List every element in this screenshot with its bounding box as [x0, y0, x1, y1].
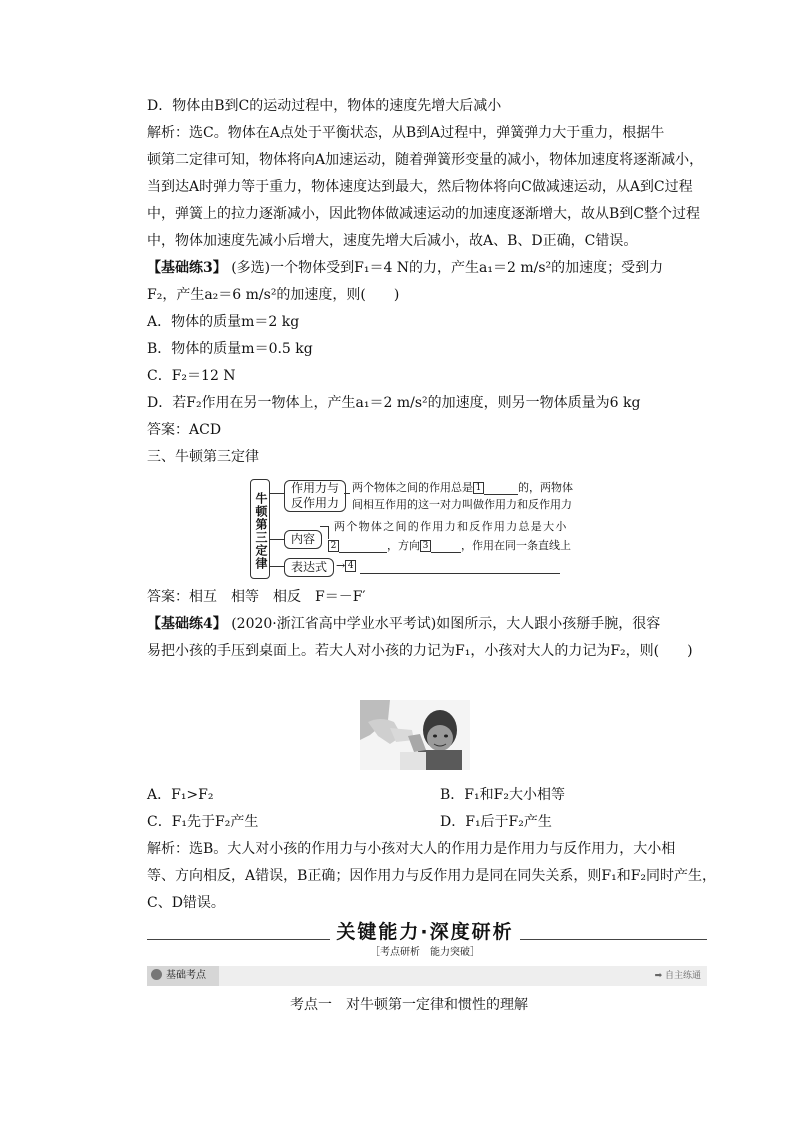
blank-4-number: 4 [345, 560, 356, 572]
arm-wrestling-illustration [360, 700, 470, 770]
diagram-arrow: → [336, 559, 346, 572]
diagram-box1-text1a: 两个物体之间的作用总是 [352, 481, 473, 494]
exercise-4-line1: (2020·浙江省高中学业水平考试)如图所示，大人跟小孩掰手腕，很容 [231, 616, 661, 632]
newton-third-law-diagram [250, 479, 580, 579]
diagram-box1-text2: 间相互作用的这一对力叫做作用力和反作用力 [352, 498, 572, 511]
self-practice-label: ➡ 自主练通 [654, 971, 701, 981]
topic-1-title: 考点一 对牛顿第一定律和惯性的理解 [290, 997, 528, 1013]
option-d-previous: D．物体由B到C的运动过程中，物体的速度先增大后减小 [147, 98, 502, 114]
blank-2-number: 2 [328, 540, 339, 552]
basic-topic-tag [147, 966, 219, 986]
analysis-1-line: 顿第二定律可知，物体将向A加速运动，随着弹簧形变量的减小，物体加速度将逐渐减小， [147, 152, 704, 168]
basic-topic-label: 基础考点 [166, 970, 206, 981]
exercise-4-analysis-line: 解析：选B。大人对小孩的作用力与小孩对大人的作用力是作用力与反作用力，大小相 [147, 841, 676, 857]
diagram-box2-end: ，作用在同一条直线上 [461, 539, 571, 552]
arm-wrestling-photo [360, 700, 470, 770]
blank-1-number: 1 [473, 482, 484, 494]
analysis-1-line: 中，弹簧上的拉力逐渐减小，因此物体做减速运动的加速度逐渐增大，故从B到C整个过程 [147, 206, 700, 222]
exercise-3-tag: 【基础练3】 [147, 260, 227, 276]
diagram-box3-text [336, 559, 356, 572]
diagram-box2-mid: ，方向 [387, 539, 420, 552]
diagram-vertical-title: 牛顿第三定律 [250, 479, 270, 579]
analysis-1-line: 解析：选C。物体在A点处于平衡状态，从B到A过程中，弹簧弹力大于重力，根据牛 [147, 125, 665, 141]
exercise-4-analysis-line: 等、方向相反，A错误，B正确；因作用力与反作用力是同在同失关系，则F₁和F₂同时产生， [147, 868, 717, 884]
diagram-box1-line1: 作用力与 [290, 481, 339, 495]
banner-title: 关键能力·深度研析 [330, 917, 520, 944]
basic-topic-bar [147, 966, 707, 986]
banner-subtitle: ［考点研析 能力突破］ [370, 947, 480, 958]
exercise-3-line2: F₂，产生a₂＝6 m/s²的加速度，则( ) [147, 287, 400, 303]
section-3-title: 三、牛顿第三定律 [147, 449, 259, 465]
exercise-4-option-a: A．F₁>F₂ [147, 787, 214, 803]
exercise-3-option-c: C．F₂＝12 N [147, 368, 236, 384]
diagram-box2-text2 [328, 537, 571, 553]
exercise-4-tag: 【基础练4】 [147, 616, 227, 632]
section-banner [147, 917, 707, 958]
exercise-4-line2: 易把小孩的手压到桌面上。若大人对小孩的力记为F₁，小孩对大人的力记为F₂，则( ) [147, 643, 693, 659]
analysis-1-line: 中，物体加速度先减小后增大，速度先增大后减小，故A、B、D正确，C错误。 [147, 233, 638, 249]
exercise-4-option-d: D．F₁后于F₂产生 [440, 814, 552, 830]
diagram-box1-text1b: 的，两物体 [518, 481, 573, 494]
exercise-3-option-b: B．物体的质量m＝0.5 kg [147, 341, 313, 357]
exercise-3-option-a: A．物体的质量m＝2 kg [147, 314, 300, 330]
diagram-box-content: 内容 [284, 530, 322, 549]
exercise-3-line1: (多选)一个物体受到F₁＝4 N的力，产生a₁＝2 m/s²的加速度；受到力 [231, 260, 664, 276]
exercise-4-analysis-line: C、D错误。 [147, 895, 225, 911]
exercise-3-question [147, 259, 677, 277]
diagram-box2-text1: 两个物体之间的作用力和反作用力总是大小 [334, 520, 568, 533]
exercise-3-option-d: D．若F₂作用在另一物体上，产生a₁＝2 m/s²的加速度，则另一物体质量为6 kg [147, 395, 641, 411]
diagram-answer: 答案：相互 相等 相反 F＝－F′ [147, 589, 366, 605]
diagram-box1-text1 [352, 479, 573, 495]
exercise-4-question [147, 615, 677, 633]
exercise-4-option-c: C．F₁先于F₂产生 [147, 814, 259, 830]
exercise-3-answer: 答案：ACD [147, 422, 222, 438]
diagram-box-expression: 表达式 [284, 558, 334, 577]
diagram-box-action-reaction [284, 480, 346, 512]
diagram-box1-line2: 反作用力 [290, 496, 339, 510]
analysis-1-line: 当到达A时弹力等于重力，物体速度达到最大，然后物体将向C做减速运动，从A到C过程 [147, 179, 693, 195]
exercise-4-option-b: B．F₁和F₂大小相等 [440, 787, 565, 803]
blank-3-number: 3 [420, 540, 431, 552]
topic-circle-icon [151, 969, 162, 980]
